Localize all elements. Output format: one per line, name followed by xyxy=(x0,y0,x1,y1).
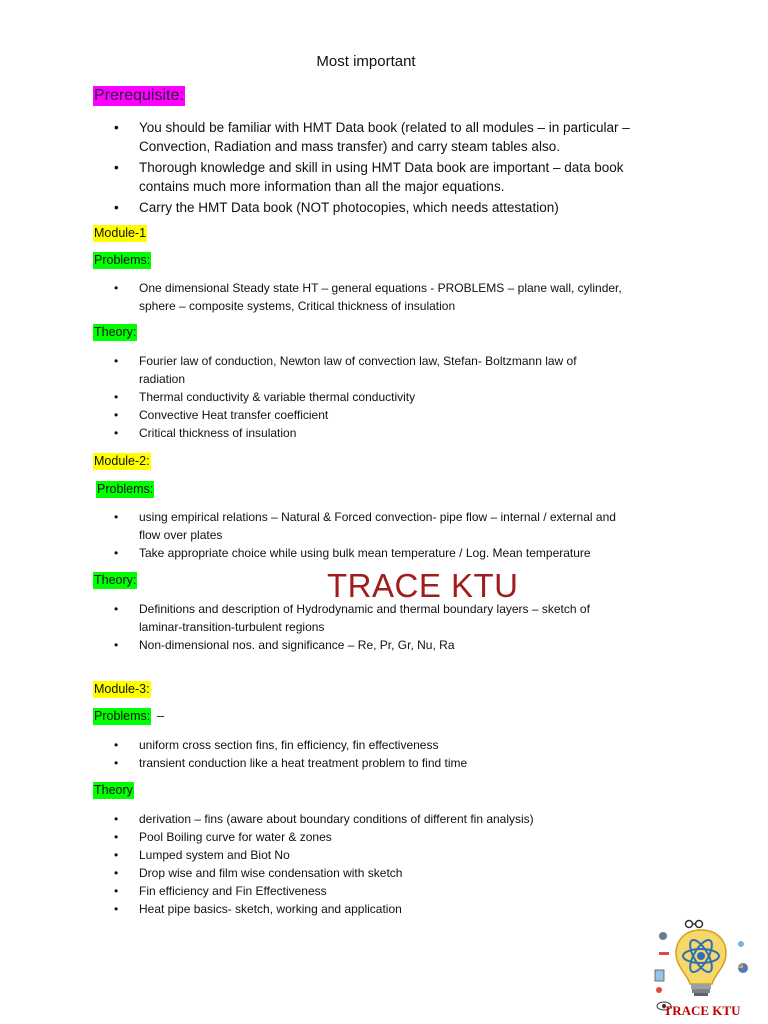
module-3-problems-heading: Problems: xyxy=(94,709,151,723)
module-1-problems-list xyxy=(139,279,679,315)
module-2-theory-list xyxy=(139,600,679,654)
module-3-problems-dash: – xyxy=(157,708,165,723)
list-item: • Thermal conductivity & variable thermal conductivity xyxy=(139,388,679,406)
module-3-theory-list xyxy=(139,810,679,918)
module-1-theory-heading: Theory: xyxy=(94,325,137,339)
list-item: • transient conduction like a heat treatment problem to find time xyxy=(139,754,679,772)
list-item: • Take appropriate choice while using bulk mean temperature / Log. Mean temperature xyxy=(139,544,679,562)
list-item: • Thorough knowledge and skill in using HMT Data book are important – data book contains much more information than all the major equations. xyxy=(139,158,679,196)
list-item: • Carry the HMT Data book (NOT photocopies, which needs attestation) xyxy=(139,198,679,217)
module-1-problems-heading: Problems: xyxy=(94,253,151,267)
list-item: • Heat pipe basics- sketch, working and application xyxy=(139,900,679,918)
list-item: • using empirical relations – Natural & Forced convection- pipe flow – internal / external and flow over plates xyxy=(139,508,679,544)
list-item: • Critical thickness of insulation xyxy=(139,424,679,442)
list-item: • You should be familiar with HMT Data book (related to all modules – in particular – Convection, Radiation and mass transfer) and carry steam tables also. xyxy=(139,118,679,156)
module-3-heading: Module-3: xyxy=(94,682,150,696)
module-2-heading: Module-2: xyxy=(94,454,150,468)
module-2-theory-heading: Theory: xyxy=(94,573,137,587)
list-item: • Pool Boiling curve for water & zones xyxy=(139,828,679,846)
list-item: • uniform cross section fins, fin efficiency, fin effectiveness xyxy=(139,736,679,754)
module-1-heading: Module-1 xyxy=(94,226,147,240)
list-item: • derivation – fins (aware about boundary conditions of different fin analysis) xyxy=(139,810,679,828)
prerequisite-heading: Prerequisite: xyxy=(94,87,184,104)
module-3-theory-heading: Theory xyxy=(94,783,133,797)
list-item: • Drop wise and film wise condensation with sketch xyxy=(139,864,679,882)
list-item: • Convective Heat transfer coefficient xyxy=(139,406,679,424)
page-title: Most important xyxy=(316,53,416,70)
module-1-theory-list xyxy=(139,352,679,442)
list-item: • Non-dimensional nos. and significance – Re, Pr, Gr, Nu, Ra xyxy=(139,636,679,654)
list-item: • Fourier law of conduction, Newton law of convection law, Stefan- Boltzmann law of radiation xyxy=(139,352,679,388)
list-item: • Lumped system and Biot No xyxy=(139,846,679,864)
list-item: • One dimensional Steady state HT – general equations - PROBLEMS – plane wall, cylinder, sphere – composite systems, Critical thickness of insulation xyxy=(139,279,679,315)
module-3-problems-list xyxy=(139,736,679,772)
list-item: • Fin efficiency and Fin Effectiveness xyxy=(139,882,679,900)
watermark-text: TRACE KTU xyxy=(327,567,519,604)
module-2-problems-list xyxy=(139,508,679,562)
prerequisite-list xyxy=(139,118,679,219)
list-item: • Definitions and description of Hydrodynamic and thermal boundary layers – sketch of laminar-transition-turbulent regions xyxy=(139,600,679,636)
logo-text: TRACE KTU xyxy=(663,1003,741,1018)
module-2-problems-heading: Problems: xyxy=(97,482,154,496)
